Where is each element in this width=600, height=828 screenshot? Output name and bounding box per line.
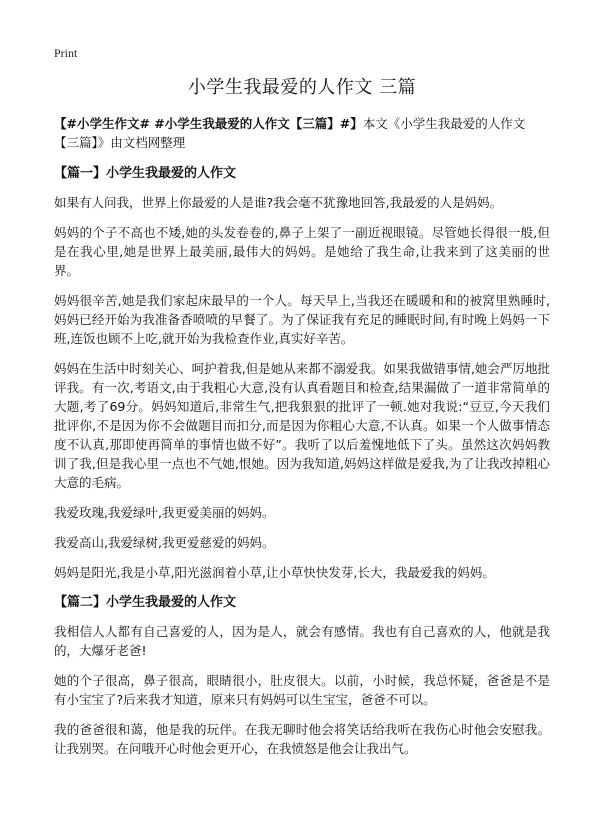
paragraph: 我相信人人都有自己喜爱的人，因为是人，就会有感情。我也有自己喜欢的人，他就是我的，大爆牙老爸! xyxy=(54,624,550,658)
section-heading-2: 【篇二】小学生我最爱的人作文 xyxy=(54,595,237,610)
document-body xyxy=(54,76,550,769)
document-title: 小学生我最爱的人作文 三篇 xyxy=(187,77,417,98)
paragraph: 妈妈在生活中时刻关心、呵护着我,但是她从来都不溺爱我。如果我做错事情,她会严厉地批评我。有一次,考语文,由于我粗心大意,没有认真看题目和检查,结果漏做了一道非常简单的大题,考了69分。妈妈知道后,非常生气,把我狠狠的批评了一顿.她对我说:“豆豆,今天我们批评你,不是因为你不会做题目而扣分,而是因为你粗心大意,不认真。如果一个人做事情态度不认真,那即使再简单的事情也做不好”。我听了以后羞愧地低下了头。虽然这次妈妈教训了我,但是我心里一点也不气她,恨她。因为我知道,妈妈这样做是爱我,为了让我改掉粗心大意的毛病。 xyxy=(54,361,550,490)
section-heading-1: 【篇一】小学生我最爱的人作文 xyxy=(54,166,237,181)
intro-text xyxy=(54,114,550,152)
paragraph: 我爱高山,我爱绿树,我更爱慈爱的妈妈。 xyxy=(54,535,275,550)
print-link[interactable]: Print xyxy=(54,46,78,60)
intro-description: 本文《小学生我最爱的人作文【三篇】》由文档网整理 xyxy=(54,116,526,150)
intro-tags: 【#小学生作文# #小学生我最爱的人作文【三篇】#】 xyxy=(54,116,363,131)
paragraph: 妈妈是阳光,我是小草,阳光滋润着小草,让小草快快发芽,长大，我最爱我的妈妈。 xyxy=(54,565,495,580)
paragraph: 我爱玫瑰,我爱绿叶,我更爱美丽的妈妈。 xyxy=(54,505,275,520)
paragraph: 如果有人问我，世界上你最爱的人是谁?我会毫不犹豫地回答,我最爱的人是妈妈。 xyxy=(54,195,503,210)
paragraph: 我的爸爸很和蔼，他是我的玩伴。在我无聊时他会将笑话给我听在我伤心时他会安慰我。让我别哭。在问哦开心时他会更开心，在我愤怒是他会让我出气。 xyxy=(54,722,550,756)
paragraph: 她的个子很高，鼻子很高，眼睛很小，肚皮很大。以前，小时候，我总怀疑，爸爸是不是有小宝宝了?后来我才知道，原来只有妈妈可以生宝宝，爸爸不可以。 xyxy=(54,673,550,707)
paragraph: 妈妈的个子不高也不矮,她的头发卷卷的,鼻子上架了一副近视眼镜。尽管她长得很一般,但是在我心里,她是世界上最美丽,最伟大的妈妈。是她给了我生命,让我来到了这美丽的世界。 xyxy=(54,225,550,278)
paragraph: 妈妈很辛苦,她是我们家起床最早的一个人。每天早上,当我还在暖暖和和的被窝里熟睡时,妈妈已经开始为我准备香喷喷的早餐了。为了保证我有充足的睡眠时间,有时晚上妈妈一下班,连饭也顾不上吃,就开始为我检查作业,真实好辛苦。 xyxy=(54,293,550,346)
